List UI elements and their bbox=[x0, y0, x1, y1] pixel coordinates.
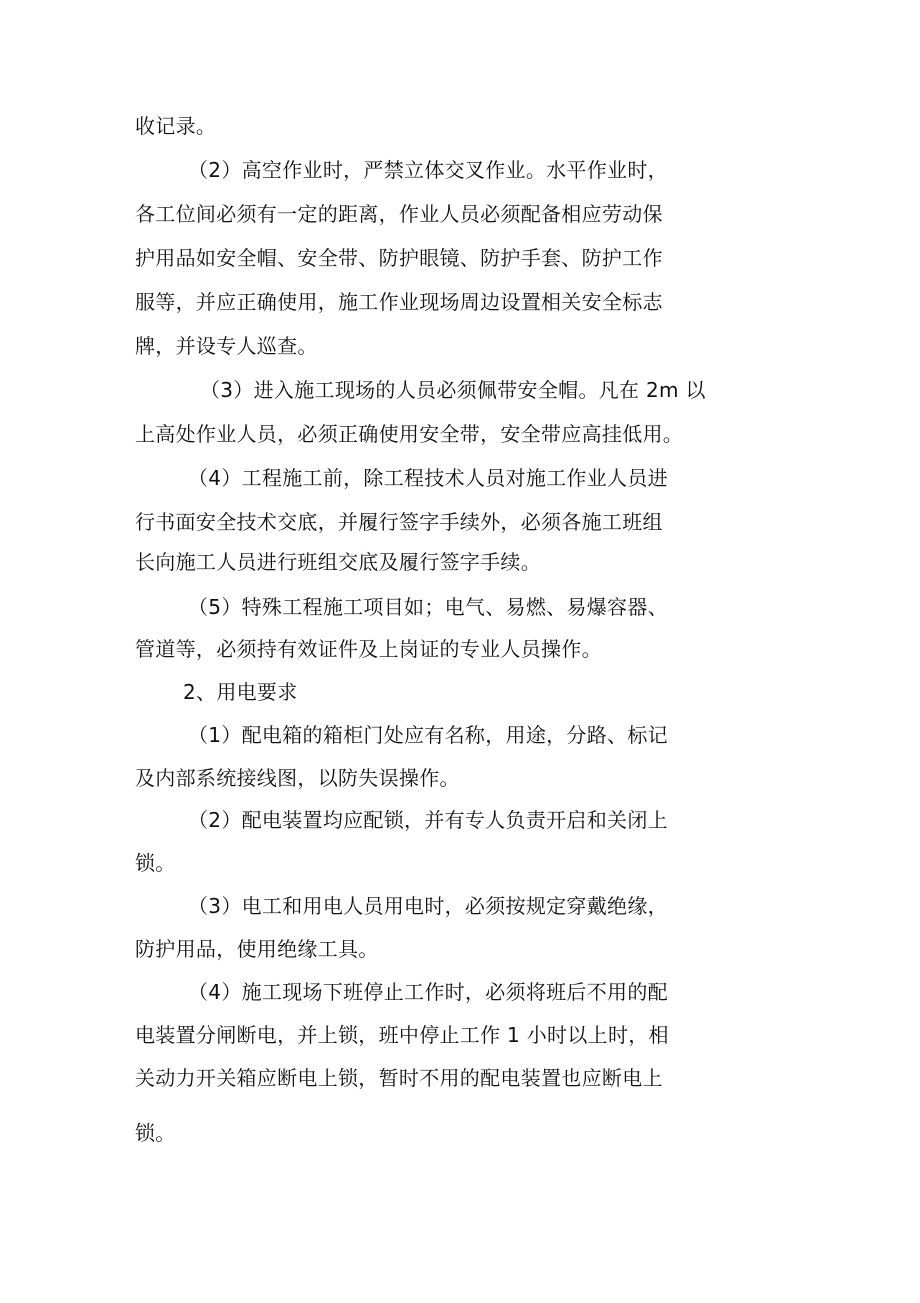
text-line: 护用品如安全帽、安全带、防护眼镜、防护手套、防护工作 bbox=[135, 246, 663, 270]
text-line: 服等，并应正确使用，施工作业现场周边设置相关安全标志 bbox=[135, 290, 663, 314]
text-line: （5）特殊工程施工项目如；电气、易燃、易爆容器、 bbox=[188, 595, 668, 619]
text-line: （2）配电装置均应配锁，并有专人负责开启和关闭上 bbox=[188, 808, 668, 832]
text-line: 及内部系统接线图，以防失误操作。 bbox=[135, 766, 460, 790]
text-line: 行书面安全技术交底，并履行签字手续外，必须各施工班组 bbox=[135, 510, 663, 534]
text-line: （3）进入施工现场的人员必须佩带安全帽。凡在 2m 以 bbox=[200, 378, 706, 402]
text-line: 牌，并设专人巡查。 bbox=[135, 334, 318, 358]
text-line: （1）配电箱的箱柜门处应有名称，用途，分路、标记 bbox=[188, 723, 668, 747]
text-line: 各工位间必须有一定的距离，作业人员必须配备相应劳动保 bbox=[135, 202, 663, 226]
text-line: 上高处作业人员，必须正确使用安全带，安全带应高挂低用。 bbox=[135, 422, 684, 446]
text-line: 管道等，必须持有效证件及上岗证的专业人员操作。 bbox=[135, 637, 602, 661]
text-line: 锁。 bbox=[135, 1121, 176, 1145]
section-heading: 2、用电要求 bbox=[183, 680, 298, 704]
text-line: （2）高空作业时，严禁立体交叉作业。水平作业时， bbox=[188, 158, 668, 182]
text-line: （4）施工现场下班停止工作时，必须将班后不用的配 bbox=[188, 980, 668, 1004]
text-line: （4）工程施工前，除工程技术人员对施工作业人员进 bbox=[188, 466, 668, 490]
text-line: 电装置分闸断电，并上锁，班中停止工作 1 小时以上时，相 bbox=[135, 1023, 669, 1047]
text-line: 锁。 bbox=[135, 851, 176, 875]
text-line: （3）电工和用电人员用电时，必须按规定穿戴绝缘， bbox=[188, 894, 668, 918]
text-line: 长向施工人员进行班组交底及履行签字手续。 bbox=[135, 550, 541, 574]
text-line: 收记录。 bbox=[135, 114, 217, 138]
text-line: 关动力开关箱应断电上锁，暂时不用的配电装置也应断电上 bbox=[135, 1066, 663, 1090]
text-line: 防护用品，使用绝缘工具。 bbox=[135, 937, 379, 961]
